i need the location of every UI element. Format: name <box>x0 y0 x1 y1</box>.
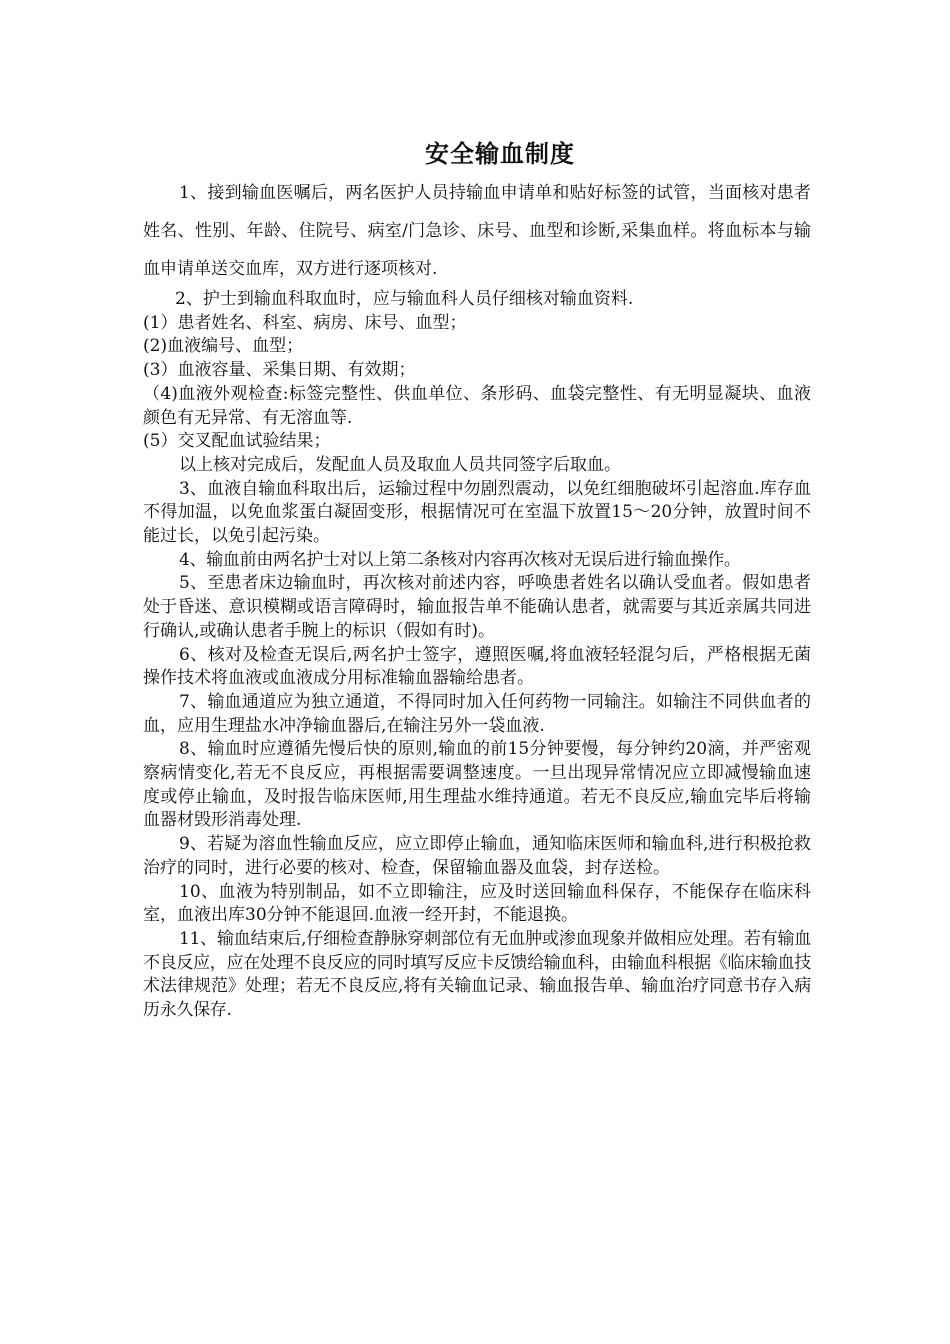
document-body <box>143 174 811 1023</box>
paragraph-8: 8、输血时应遵循先慢后快的原则,输血的前15分钟要慢，每分钟约20滴，并严密观察病情变化,若无不良反应，再根据需要调整速度。一旦出现异常情况应立即减慢输血速度或停止输血，及时报告临床医师,用生理盐水维持通道。若无不良反应,输血完毕后将输血器材毁形消毒处理. <box>143 739 811 831</box>
list-item-2: (2)血液编号、血型； <box>143 336 304 357</box>
paragraph-11: 11、输血结束后,仔细检查静脉穿刺部位有无血肿或渗血现象并做相应处理。若有输血不良反应，应在处理不良反应的同时填写反应卡反馈给输血科，由输血科根据《临床输血技术法律规范》处理；若无不良反应,将有关输血记录、输血报告单、输血治疗同意书存入病历永久保存. <box>143 928 811 1021</box>
list-item-5: (5）交叉配血试验结果； <box>143 431 331 452</box>
paragraph-9: 9、若疑为溶血性输血反应，应立即停止输血，通知临床医师和输血科,进行积极抢救治疗的同时，进行必要的核对、检查，保留输血器及血袋，封存送检。 <box>143 834 811 878</box>
list-item-3: (3）血液容量、采集日期、有效期； <box>143 360 416 381</box>
document-title: 安全输血制度 <box>425 139 575 168</box>
paragraph-1: 1、接到输血医嘱后，两名医护人员持输血申请单和贴好标签的试管，当面核对患者姓名、性别、年龄、住院号、病室/门急诊、床号、血型和诊断,采集血样。将血标本与输血申请单送交血库，双方进行逐项核对. <box>143 183 811 279</box>
paragraph-4: 4、输血前由两名护士对以上第二条核对内容再次核对无误后进行输血操作。 <box>179 549 741 570</box>
paragraph-10: 10、血液为特别制品，如不立即输注，应及时送回输血科保存，不能保存在临床科室，血液出库30分钟不能退回.血液一经开封，不能退换。 <box>143 881 811 926</box>
paragraph-summary: 以上核对完成后，发配血人员及取血人员共同签字后取血。 <box>179 454 621 475</box>
paragraph-7: 7、输血通道应为独立通道，不得同时加入任何药物一同输注。如输注不同供血者的血，应用生理盐水冲净输血器后,在输注另外一袋血液. <box>143 691 811 736</box>
paragraph-6: 6、核对及检查无误后,两名护士签字，遵照医嘱,将血液轻轻混匀后，严格根据无菌操作技术将血液或血液成分用标准输血器输给患者。 <box>143 644 811 689</box>
list-item-4: （4)血液外观检查:标签完整性、供血单位、条形码、血袋完整性、有无明显凝块、血液颜色有无异常、有无溶血等. <box>143 383 811 428</box>
paragraph-3: 3、血液自输血科取出后，运输过程中勿剧烈震动，以免红细胞破坏引起溶血.库存血不得加温，以免血浆蛋白凝固变形，根据情况可在室温下放置15～20分钟，放置时间不能过长，以免引起污染。 <box>143 478 811 547</box>
paragraph-2: 2、护士到输血科取血时，应与输血科人员仔细核对输血资料. <box>175 289 634 309</box>
paragraph-5: 5、至患者床边输血时，再次核对前述内容，呼唤患者姓名以确认受血者。假如患者处于昏迷、意识模糊或语言障碍时，输血报告单不能确认患者，就需要与其近亲属共同进行确认,或确认患者手腕上的标识（假如有时)。 <box>143 573 811 641</box>
list-item-1: (1）患者姓名、科室、病房、床号、血型； <box>143 312 467 333</box>
